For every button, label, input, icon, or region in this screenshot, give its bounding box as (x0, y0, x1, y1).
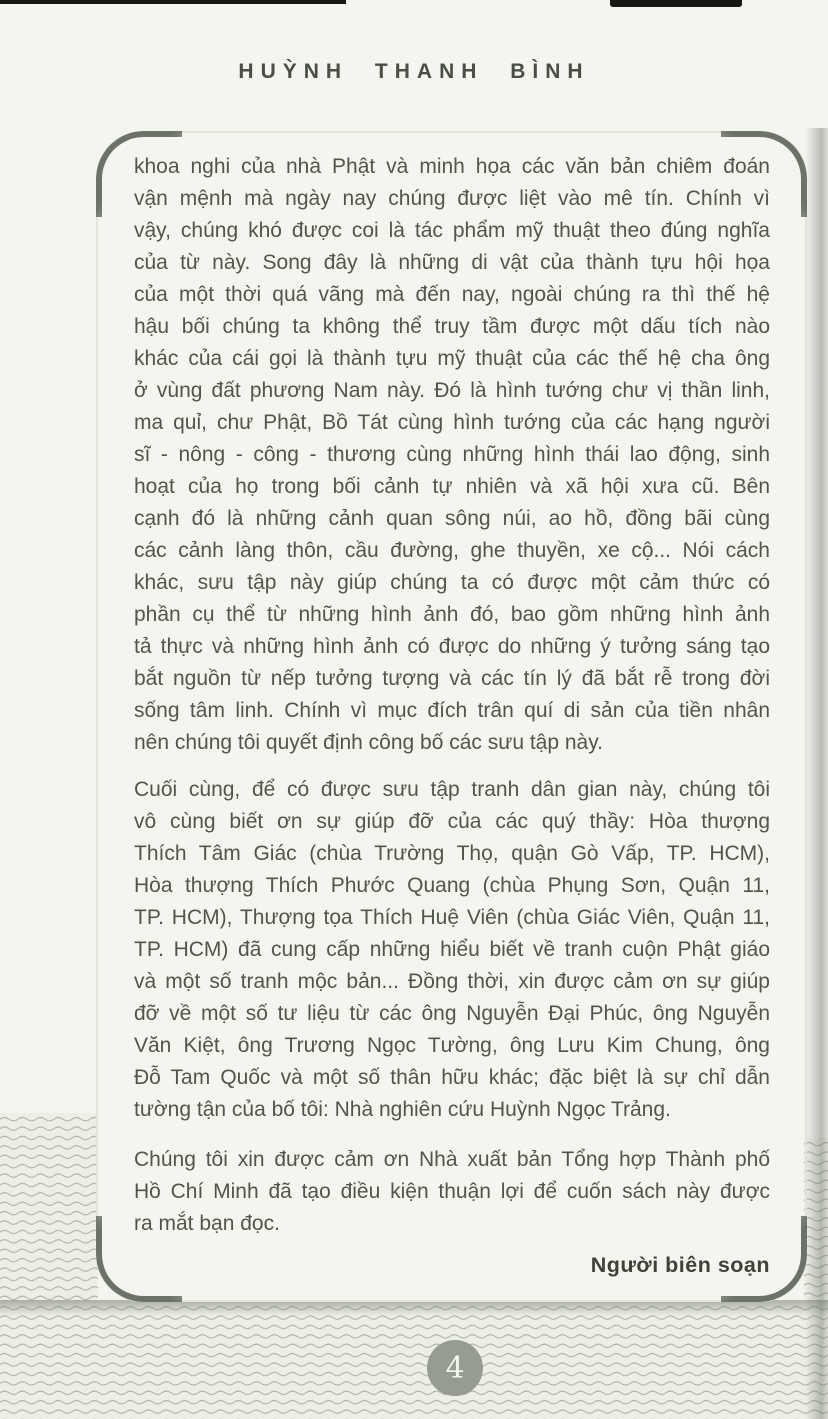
text-line: hoạt của họ trong bối cảnh tự nhiên và xã hội xưa cũ. Bên (134, 475, 770, 498)
text-line: Hòa thượng Thích Phước Quang (chùa Phụng Sơn, Quận 11, (134, 874, 770, 897)
text-line: Hồ Chí Minh đã tạo điều kiện thuận lợi để cuốn sách này được (134, 1180, 770, 1203)
text-line: các cảnh làng thôn, cầu đường, ghe thuyền, xe cộ... Nói cách (134, 539, 770, 562)
page-header (0, 60, 828, 84)
scan-edge-shadow (805, 128, 828, 1419)
text-line: cạnh đó là những cảnh quan sông núi, ao hồ, đồng bãi cùng (134, 507, 770, 530)
text-line: tường tận của bố tôi: Nhà nghiên cứu Huỳnh Ngọc Trảng. (134, 1098, 671, 1121)
text-line: tả thực và những hình ảnh có được do những ý tưởng sáng tạo (134, 635, 770, 658)
text-line: khác của cái gọi là thành tựu mỹ thuật của các thế hệ cha ông (134, 347, 770, 370)
text-line: của từ này. Song đây là những di vật của thành tựu hội họa (134, 251, 770, 274)
text-line: TP. HCM) đã cung cấp những hiểu biết về tranh cuộn Phật giáo (134, 938, 770, 961)
scan-artifact-top-right (610, 0, 742, 7)
text-line: Thích Tâm Giác (chùa Trường Thọ, quận Gò Vấp, TP. HCM), (134, 842, 770, 865)
text-line: sĩ - nông - công - thương cùng những hình thái lao động, sinh (134, 443, 770, 466)
text-line: bắt nguồn từ nếp tưởng tượng và các tín lý đã bắt rễ trong đời (134, 667, 770, 690)
wave-pattern-bottom (0, 1302, 828, 1419)
author-name: HUỲNH THANH BÌNH (238, 60, 590, 83)
text-line: nên chúng tôi quyết định công bố các sưu tập này. (134, 731, 603, 754)
paragraph (134, 774, 770, 1126)
text-line: vận mệnh mà ngày nay chúng được liệt vào mê tín. Chính vì (134, 187, 770, 210)
signature (591, 1253, 770, 1278)
text-line: Cuối cùng, để có được sưu tập tranh dân gian này, chúng tôi (134, 778, 770, 801)
text-line: vô cùng biết ơn sự giúp đỡ của các quý thầy: Hòa thượng (134, 810, 770, 833)
text-line: khoa nghi của nhà Phật và minh họa các văn bản chiêm đoán (134, 155, 770, 178)
text-line: ra mắt bạn đọc. (134, 1212, 280, 1235)
text-line: đỡ về một số tư liệu từ các ông Nguyễn Đại Phúc, ông Nguyễn (134, 1002, 770, 1025)
text-line: sống tâm linh. Chính vì mục đích trân quí di sản của tiền nhân (134, 699, 770, 722)
text-line: Văn Kiệt, ông Trương Ngọc Tường, ông Lưu Kim Chung, ông (134, 1034, 770, 1057)
body-text (134, 151, 770, 1240)
paragraph (134, 151, 770, 759)
text-line: Chúng tôi xin được cảm ơn Nhà xuất bản Tổng hợp Thành phố (134, 1148, 770, 1171)
page-bottom-shadow (0, 1300, 828, 1316)
text-line: hậu bối chúng ta không thể truy tầm được một dấu tích nào (134, 315, 770, 338)
page-number: 4 (445, 1350, 465, 1386)
text-line: của một thời quá vãng mà đến nay, ngoài chúng ra thì thế hệ (134, 283, 770, 306)
signature-label: Người biên soạn (590, 1253, 770, 1277)
text-line: TP. HCM), Thượng tọa Thích Huệ Viên (chùa Giác Viên, Quận 11, (134, 906, 770, 929)
text-line: và một số tranh mộc bản... Đồng thời, xin được cảm ơn sự giúp (134, 970, 770, 993)
text-line: ở vùng đất phương Nam này. Đó là hình tướng chư vị thần linh, (134, 379, 770, 402)
page-number-badge (427, 1340, 483, 1396)
text-line: Đỗ Tam Quốc và một số thân hữu khác; đặc biệt là sự chỉ dẫn (134, 1066, 770, 1089)
text-line: vậy, chúng khó được coi là tác phẩm mỹ thuật theo đúng nghĩa (134, 219, 770, 242)
text-line: ma quỉ, chư Phật, Bồ Tát cùng hình tướng của các hạng người (134, 411, 770, 434)
text-line: phần cụ thể từ những hình ảnh đó, bao gồm những hình ảnh (134, 603, 770, 626)
scan-artifact-top-left (0, 0, 346, 4)
paragraph (134, 1144, 770, 1240)
text-line: khác, sưu tập này giúp chúng ta có được một cảm thức có (134, 571, 770, 594)
